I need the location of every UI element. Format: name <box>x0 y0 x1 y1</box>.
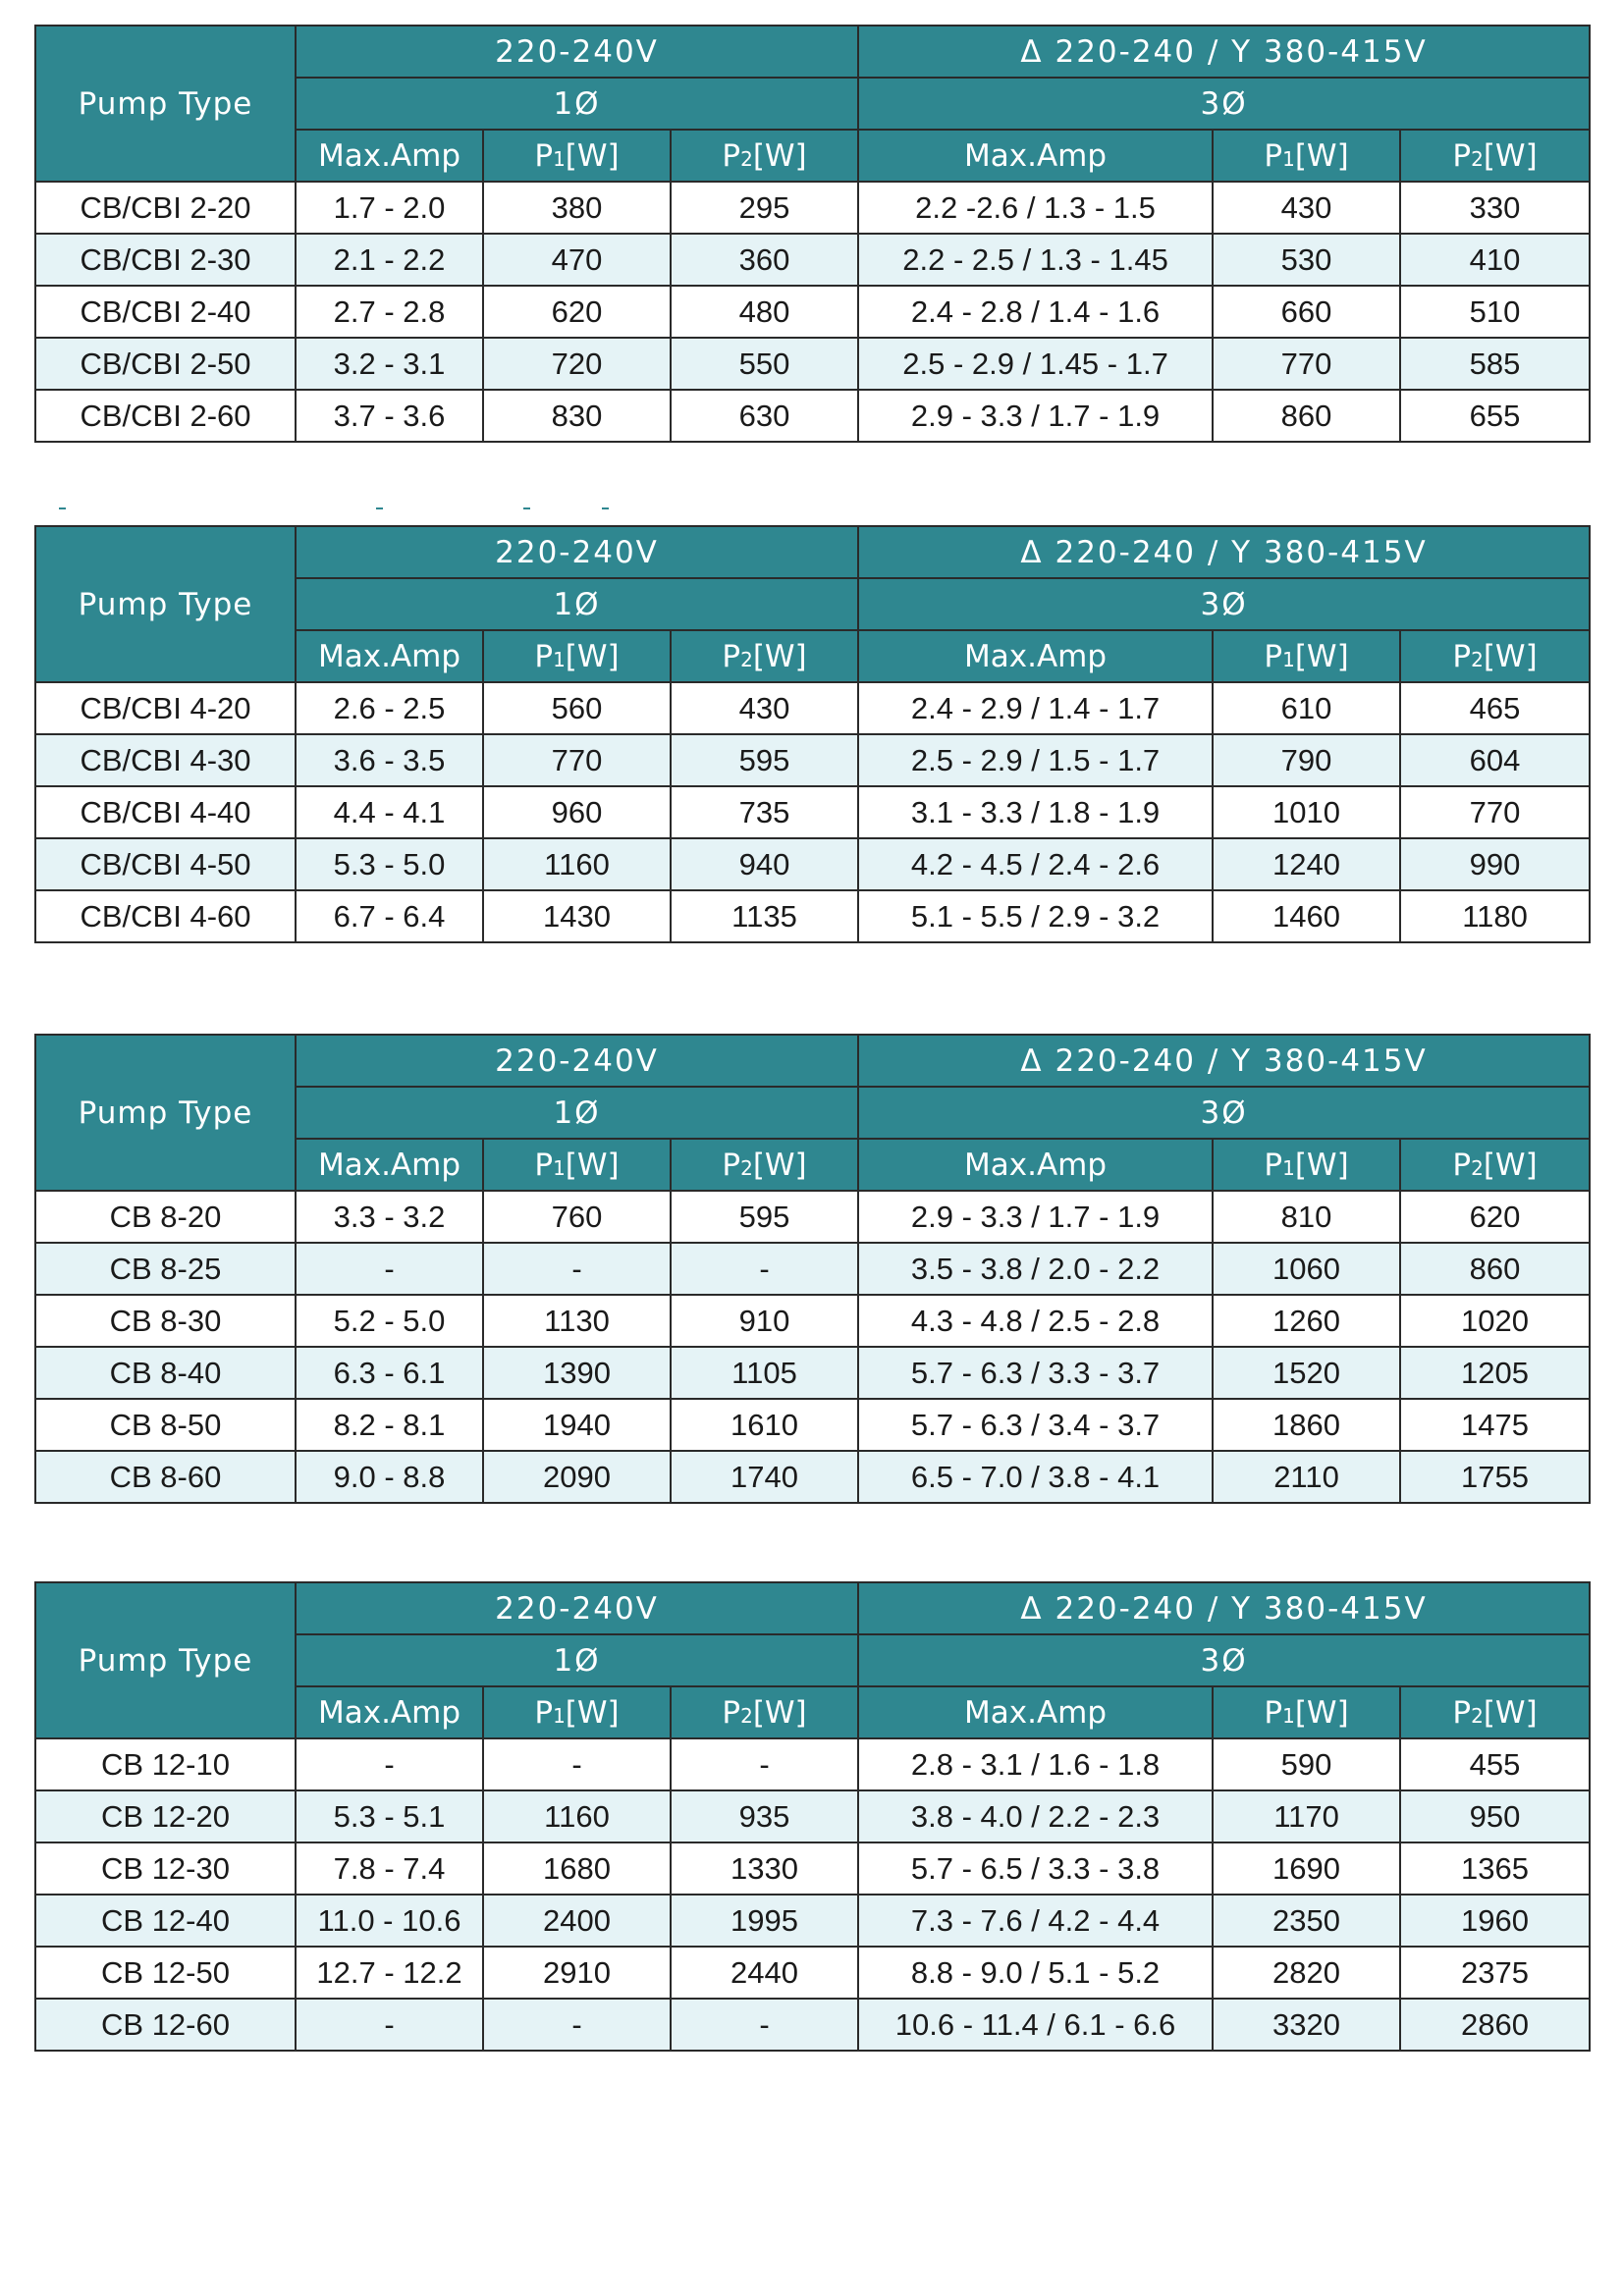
table-row <box>35 1790 1590 1842</box>
three-p1-cell: 860 <box>1213 390 1400 442</box>
three-p2-cell: 455 <box>1400 1738 1590 1790</box>
pump-type-cell: CB 8-60 <box>35 1451 296 1503</box>
three-p2-cell: 1180 <box>1400 890 1590 942</box>
single-max-amp-cell: 2.6 - 2.5 <box>296 682 483 734</box>
table-row <box>35 1243 1590 1295</box>
three-max-amp-cell: 4.3 - 4.8 / 2.5 - 2.8 <box>858 1295 1213 1347</box>
three-p1-cell: 2110 <box>1213 1451 1400 1503</box>
single-p2-cell: - <box>671 1738 858 1790</box>
three-max-amp-cell: 2.5 - 2.9 / 1.5 - 1.7 <box>858 734 1213 786</box>
single-phase-voltage-header: 220-240V <box>296 526 858 578</box>
single-p2-cell: 940 <box>671 838 858 890</box>
pump-type-cell: CB 12-30 <box>35 1842 296 1895</box>
table-row <box>35 734 1590 786</box>
three-max-amp-cell: 2.2 -2.6 / 1.3 - 1.5 <box>858 182 1213 234</box>
single-p2-cell: 910 <box>671 1295 858 1347</box>
single-p1-cell: 760 <box>483 1191 671 1243</box>
three-p2-cell: 410 <box>1400 234 1590 286</box>
three-p1-cell: 2820 <box>1213 1947 1400 1999</box>
single-max-amp-cell: - <box>296 1243 483 1295</box>
single-max-amp-cell: 4.4 - 4.1 <box>296 786 483 838</box>
max-amp-header: Max.Amp <box>858 630 1213 682</box>
single-max-amp-cell: 9.0 - 8.8 <box>296 1451 483 1503</box>
three-p1-cell: 530 <box>1213 234 1400 286</box>
single-phase-header: 1Ø <box>296 1087 858 1139</box>
max-amp-header: Max.Amp <box>858 1686 1213 1738</box>
single-max-amp-cell: - <box>296 1999 483 2051</box>
p2-header: P2[W] <box>671 1686 858 1738</box>
three-p1-cell: 3320 <box>1213 1999 1400 2051</box>
single-max-amp-cell: 2.7 - 2.8 <box>296 286 483 338</box>
three-p1-cell: 790 <box>1213 734 1400 786</box>
p2-header: P2[W] <box>1400 130 1590 182</box>
single-p2-cell: 1610 <box>671 1399 858 1451</box>
single-p1-cell: 1160 <box>483 838 671 890</box>
single-p1-cell: 1430 <box>483 890 671 942</box>
three-max-amp-cell: 2.9 - 3.3 / 1.7 - 1.9 <box>858 390 1213 442</box>
single-phase-voltage-header: 220-240V <box>296 1582 858 1634</box>
single-max-amp-cell: 6.3 - 6.1 <box>296 1347 483 1399</box>
table-row <box>35 682 1590 734</box>
max-amp-header: Max.Amp <box>858 1139 1213 1191</box>
three-p2-cell: 330 <box>1400 182 1590 234</box>
pump-type-cell: CB 12-40 <box>35 1895 296 1947</box>
max-amp-header: Max.Amp <box>296 130 483 182</box>
single-p2-cell: 735 <box>671 786 858 838</box>
pump-type-cell: CB/CBI 2-40 <box>35 286 296 338</box>
single-phase-voltage-header: 220-240V <box>296 1035 858 1087</box>
p1-header: P1[W] <box>1213 1686 1400 1738</box>
three-max-amp-cell: 2.5 - 2.9 / 1.45 - 1.7 <box>858 338 1213 390</box>
single-p1-cell: 1160 <box>483 1790 671 1842</box>
pump-type-header: Pump Type <box>35 1582 296 1738</box>
three-p2-cell: 655 <box>1400 390 1590 442</box>
pump-type-cell: CB/CBI 4-50 <box>35 838 296 890</box>
single-p2-cell: 1740 <box>671 1451 858 1503</box>
pump-type-cell: CB 8-25 <box>35 1243 296 1295</box>
table-row <box>35 1738 1590 1790</box>
table-row <box>35 1947 1590 1999</box>
pump-type-header: Pump Type <box>35 26 296 182</box>
table-row <box>35 838 1590 890</box>
single-p2-cell: 595 <box>671 1191 858 1243</box>
three-max-amp-cell: 7.3 - 7.6 / 4.2 - 4.4 <box>858 1895 1213 1947</box>
table-row <box>35 1191 1590 1243</box>
pump-type-cell: CB/CBI 4-30 <box>35 734 296 786</box>
three-p2-cell: 2375 <box>1400 1947 1590 1999</box>
pump-type-cell: CB/CBI 4-40 <box>35 786 296 838</box>
table-row <box>35 1451 1590 1503</box>
table-row <box>35 390 1590 442</box>
pump-type-cell: CB 8-40 <box>35 1347 296 1399</box>
single-p1-cell: 960 <box>483 786 671 838</box>
table-row <box>35 1895 1590 1947</box>
three-p2-cell: 1960 <box>1400 1895 1590 1947</box>
pump-type-cell: CB 12-60 <box>35 1999 296 2051</box>
p2-header: P2[W] <box>1400 1686 1590 1738</box>
three-p2-cell: 1475 <box>1400 1399 1590 1451</box>
p2-header: P2[W] <box>671 630 858 682</box>
table-row <box>35 1347 1590 1399</box>
table-row <box>35 182 1590 234</box>
three-p2-cell: 1365 <box>1400 1842 1590 1895</box>
single-p2-cell: 550 <box>671 338 858 390</box>
single-p1-cell: 470 <box>483 234 671 286</box>
three-max-amp-cell: 2.4 - 2.9 / 1.4 - 1.7 <box>858 682 1213 734</box>
table-row <box>35 1999 1590 2051</box>
table-row <box>35 890 1590 942</box>
three-p1-cell: 610 <box>1213 682 1400 734</box>
single-p1-cell: 1390 <box>483 1347 671 1399</box>
single-max-amp-cell: 7.8 - 7.4 <box>296 1842 483 1895</box>
table-row <box>35 1842 1590 1895</box>
three-phase-voltage-header: Δ 220-240 / Y 380-415V <box>858 526 1590 578</box>
single-p2-cell: 2440 <box>671 1947 858 1999</box>
single-max-amp-cell: 5.3 - 5.0 <box>296 838 483 890</box>
pump-type-cell: CB 12-10 <box>35 1738 296 1790</box>
spec-table-cb-4 <box>34 525 1591 943</box>
three-max-amp-cell: 6.5 - 7.0 / 3.8 - 4.1 <box>858 1451 1213 1503</box>
p2-header: P2[W] <box>671 130 858 182</box>
single-max-amp-cell: 11.0 - 10.6 <box>296 1895 483 1947</box>
single-p2-cell: 430 <box>671 682 858 734</box>
three-max-amp-cell: 2.9 - 3.3 / 1.7 - 1.9 <box>858 1191 1213 1243</box>
three-p1-cell: 660 <box>1213 286 1400 338</box>
max-amp-header: Max.Amp <box>296 1686 483 1738</box>
three-p1-cell: 1860 <box>1213 1399 1400 1451</box>
three-phase-header: 3Ø <box>858 578 1590 630</box>
single-p1-cell: 770 <box>483 734 671 786</box>
single-p2-cell: 1135 <box>671 890 858 942</box>
single-p2-cell: 480 <box>671 286 858 338</box>
pump-type-cell: CB/CBI 2-60 <box>35 390 296 442</box>
spec-table-cb-8 <box>34 1034 1591 1504</box>
single-p1-cell: 2090 <box>483 1451 671 1503</box>
pump-type-cell: CB 12-50 <box>35 1947 296 1999</box>
p1-header: P1[W] <box>483 630 671 682</box>
single-p1-cell: 560 <box>483 682 671 734</box>
table-row <box>35 338 1590 390</box>
table-row <box>35 286 1590 338</box>
three-p2-cell: 990 <box>1400 838 1590 890</box>
single-p1-cell: 1680 <box>483 1842 671 1895</box>
three-phase-header: 3Ø <box>858 78 1590 130</box>
single-max-amp-cell: 2.1 - 2.2 <box>296 234 483 286</box>
three-max-amp-cell: 2.4 - 2.8 / 1.4 - 1.6 <box>858 286 1213 338</box>
single-p1-cell: - <box>483 1999 671 2051</box>
single-phase-header: 1Ø <box>296 578 858 630</box>
three-max-amp-cell: 5.1 - 5.5 / 2.9 - 3.2 <box>858 890 1213 942</box>
table-row <box>35 786 1590 838</box>
three-max-amp-cell: 2.2 - 2.5 / 1.3 - 1.45 <box>858 234 1213 286</box>
three-phase-voltage-header: Δ 220-240 / Y 380-415V <box>858 1582 1590 1634</box>
three-p1-cell: 1240 <box>1213 838 1400 890</box>
three-max-amp-cell: 10.6 - 11.4 / 6.1 - 6.6 <box>858 1999 1213 2051</box>
single-max-amp-cell: 6.7 - 6.4 <box>296 890 483 942</box>
three-p2-cell: 465 <box>1400 682 1590 734</box>
single-p2-cell: 935 <box>671 1790 858 1842</box>
table-row <box>35 1399 1590 1451</box>
single-max-amp-cell: 8.2 - 8.1 <box>296 1399 483 1451</box>
single-p1-cell: - <box>483 1243 671 1295</box>
single-p2-cell: 1330 <box>671 1842 858 1895</box>
single-max-amp-cell: 3.3 - 3.2 <box>296 1191 483 1243</box>
three-p1-cell: 1690 <box>1213 1842 1400 1895</box>
p2-header: P2[W] <box>671 1139 858 1191</box>
three-p1-cell: 1260 <box>1213 1295 1400 1347</box>
three-max-amp-cell: 3.5 - 3.8 / 2.0 - 2.2 <box>858 1243 1213 1295</box>
max-amp-header: Max.Amp <box>296 1139 483 1191</box>
decorative-dash-line <box>59 507 609 509</box>
single-max-amp-cell: 3.2 - 3.1 <box>296 338 483 390</box>
three-max-amp-cell: 3.1 - 3.3 / 1.8 - 1.9 <box>858 786 1213 838</box>
three-max-amp-cell: 8.8 - 9.0 / 5.1 - 5.2 <box>858 1947 1213 1999</box>
p1-header: P1[W] <box>1213 630 1400 682</box>
three-p2-cell: 860 <box>1400 1243 1590 1295</box>
single-max-amp-cell: 5.3 - 5.1 <box>296 1790 483 1842</box>
p1-header: P1[W] <box>1213 1139 1400 1191</box>
spec-table-cb-2 <box>34 25 1591 443</box>
single-p1-cell: 830 <box>483 390 671 442</box>
three-phase-voltage-header: Δ 220-240 / Y 380-415V <box>858 1035 1590 1087</box>
p2-header: P2[W] <box>1400 630 1590 682</box>
single-p1-cell: 2910 <box>483 1947 671 1999</box>
single-max-amp-cell: 3.7 - 3.6 <box>296 390 483 442</box>
single-max-amp-cell: - <box>296 1738 483 1790</box>
three-max-amp-cell: 5.7 - 6.5 / 3.3 - 3.8 <box>858 1842 1213 1895</box>
pump-type-cell: CB 8-50 <box>35 1399 296 1451</box>
three-p1-cell: 1520 <box>1213 1347 1400 1399</box>
single-p2-cell: 595 <box>671 734 858 786</box>
p2-header: P2[W] <box>1400 1139 1590 1191</box>
max-amp-header: Max.Amp <box>858 130 1213 182</box>
three-p2-cell: 510 <box>1400 286 1590 338</box>
three-p1-cell: 1060 <box>1213 1243 1400 1295</box>
three-p2-cell: 1020 <box>1400 1295 1590 1347</box>
single-p2-cell: 295 <box>671 182 858 234</box>
single-phase-header: 1Ø <box>296 78 858 130</box>
single-p2-cell: 630 <box>671 390 858 442</box>
three-max-amp-cell: 4.2 - 4.5 / 2.4 - 2.6 <box>858 838 1213 890</box>
three-p2-cell: 1205 <box>1400 1347 1590 1399</box>
three-p1-cell: 1010 <box>1213 786 1400 838</box>
single-p1-cell: 1940 <box>483 1399 671 1451</box>
pump-type-cell: CB/CBI 2-20 <box>35 182 296 234</box>
single-p2-cell: - <box>671 1243 858 1295</box>
pump-type-cell: CB/CBI 4-60 <box>35 890 296 942</box>
three-phase-voltage-header: Δ 220-240 / Y 380-415V <box>858 26 1590 78</box>
three-p1-cell: 590 <box>1213 1738 1400 1790</box>
single-max-amp-cell: 3.6 - 3.5 <box>296 734 483 786</box>
p1-header: P1[W] <box>1213 130 1400 182</box>
p1-header: P1[W] <box>483 130 671 182</box>
pump-type-cell: CB 12-20 <box>35 1790 296 1842</box>
single-p1-cell: 720 <box>483 338 671 390</box>
three-p2-cell: 620 <box>1400 1191 1590 1243</box>
single-p2-cell: - <box>671 1999 858 2051</box>
single-max-amp-cell: 1.7 - 2.0 <box>296 182 483 234</box>
three-p2-cell: 2860 <box>1400 1999 1590 2051</box>
single-p2-cell: 1995 <box>671 1895 858 1947</box>
pump-type-header: Pump Type <box>35 526 296 682</box>
single-p2-cell: 360 <box>671 234 858 286</box>
three-p2-cell: 950 <box>1400 1790 1590 1842</box>
spec-table-cb-12 <box>34 1581 1591 2052</box>
single-p1-cell: 1130 <box>483 1295 671 1347</box>
p1-header: P1[W] <box>483 1139 671 1191</box>
three-p1-cell: 1460 <box>1213 890 1400 942</box>
pump-type-cell: CB 8-20 <box>35 1191 296 1243</box>
three-max-amp-cell: 2.8 - 3.1 / 1.6 - 1.8 <box>858 1738 1213 1790</box>
pump-type-cell: CB/CBI 2-50 <box>35 338 296 390</box>
max-amp-header: Max.Amp <box>296 630 483 682</box>
three-p1-cell: 1170 <box>1213 1790 1400 1842</box>
single-p1-cell: - <box>483 1738 671 1790</box>
pump-type-cell: CB 8-30 <box>35 1295 296 1347</box>
table-row <box>35 1295 1590 1347</box>
p1-header: P1[W] <box>483 1686 671 1738</box>
three-p1-cell: 770 <box>1213 338 1400 390</box>
three-max-amp-cell: 5.7 - 6.3 / 3.3 - 3.7 <box>858 1347 1213 1399</box>
three-phase-header: 3Ø <box>858 1087 1590 1139</box>
three-p2-cell: 585 <box>1400 338 1590 390</box>
three-phase-header: 3Ø <box>858 1634 1590 1686</box>
pump-type-cell: CB/CBI 4-20 <box>35 682 296 734</box>
three-max-amp-cell: 3.8 - 4.0 / 2.2 - 2.3 <box>858 1790 1213 1842</box>
single-max-amp-cell: 5.2 - 5.0 <box>296 1295 483 1347</box>
single-phase-voltage-header: 220-240V <box>296 26 858 78</box>
single-p1-cell: 2400 <box>483 1895 671 1947</box>
table-row <box>35 234 1590 286</box>
single-p2-cell: 1105 <box>671 1347 858 1399</box>
pump-type-cell: CB/CBI 2-30 <box>35 234 296 286</box>
three-p2-cell: 770 <box>1400 786 1590 838</box>
three-p1-cell: 430 <box>1213 182 1400 234</box>
three-p1-cell: 810 <box>1213 1191 1400 1243</box>
single-p1-cell: 380 <box>483 182 671 234</box>
three-p1-cell: 2350 <box>1213 1895 1400 1947</box>
pump-type-header: Pump Type <box>35 1035 296 1191</box>
single-p1-cell: 620 <box>483 286 671 338</box>
single-phase-header: 1Ø <box>296 1634 858 1686</box>
three-max-amp-cell: 5.7 - 6.3 / 3.4 - 3.7 <box>858 1399 1213 1451</box>
three-p2-cell: 1755 <box>1400 1451 1590 1503</box>
three-p2-cell: 604 <box>1400 734 1590 786</box>
single-max-amp-cell: 12.7 - 12.2 <box>296 1947 483 1999</box>
